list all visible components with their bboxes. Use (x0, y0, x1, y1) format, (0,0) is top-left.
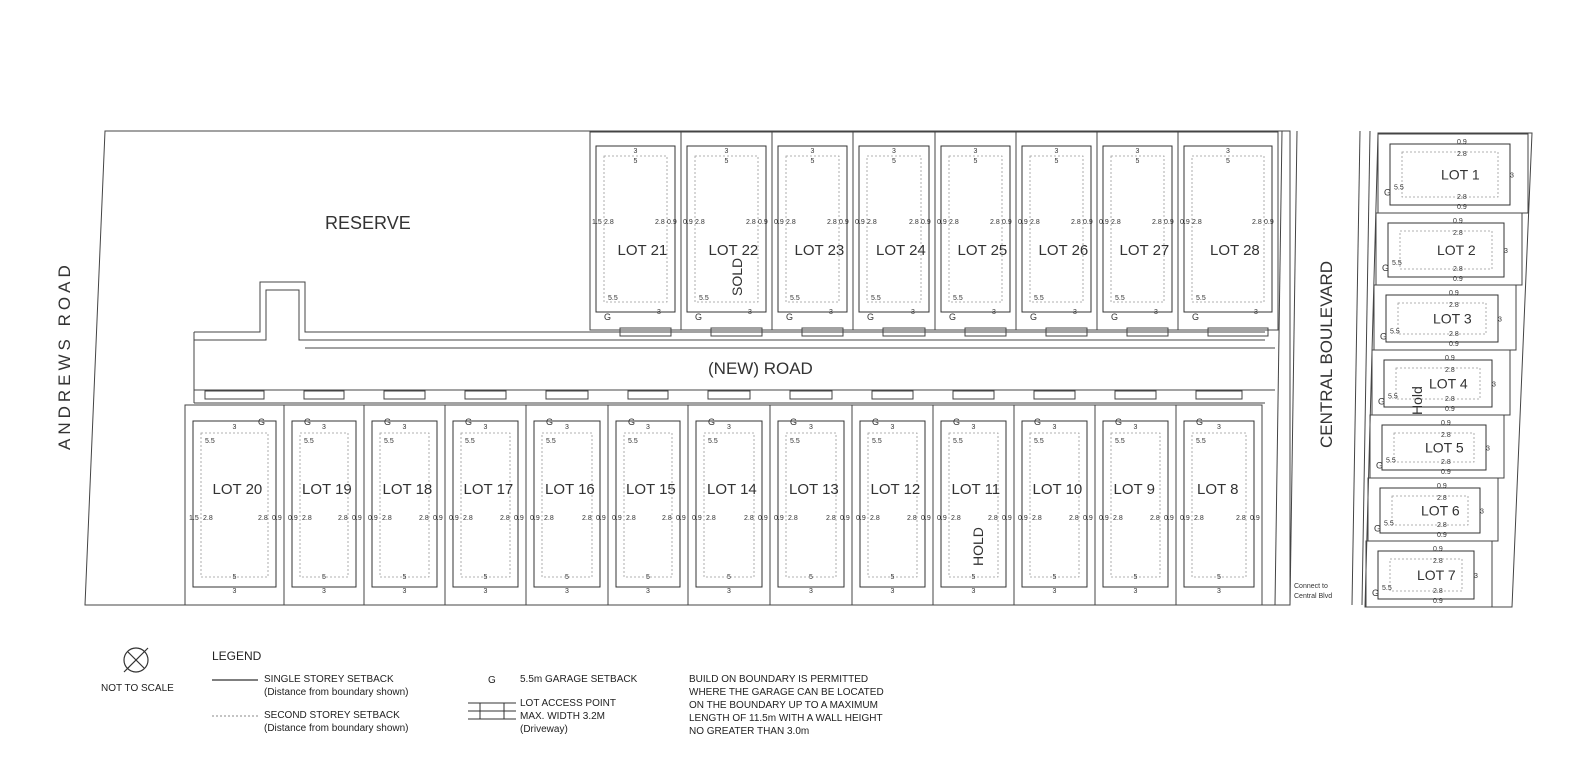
rear-setback: 3 (724, 148, 729, 155)
upper-setback: 2.8 (1437, 522, 1447, 529)
upper-setback: 2.8 (1113, 515, 1123, 522)
upper-setback: 2.8 (1449, 331, 1459, 338)
garage-marker: G (953, 417, 961, 427)
upper-setback: 2.8 (951, 515, 961, 522)
side-setback: 0.9 (855, 219, 865, 226)
lot-label: LOT 15 (626, 481, 676, 498)
central-boulevard-label: CENTRAL BOULEVARD (1317, 260, 1336, 448)
upper-rear-setback: 5 (322, 574, 326, 581)
rear-setback: 3 (1474, 573, 1478, 580)
side-setback: 0.9 (839, 219, 849, 226)
side-setback: 0.9 (368, 515, 378, 522)
lot-label: LOT 13 (789, 481, 839, 498)
upper-setback: 2.8 (1449, 302, 1459, 309)
north-arrow-icon (124, 648, 148, 672)
side-setback: 0.9 (288, 515, 298, 522)
side-setback: 0.9 (937, 219, 947, 226)
upper-setback: 2.8 (382, 515, 392, 522)
front-setback: 5.5 (1384, 520, 1394, 528)
front-rear-setback: 3 (1254, 309, 1258, 316)
side-setback: 0.9 (1180, 219, 1190, 226)
garage-marker: G (708, 417, 716, 427)
upper-setback: 2.8 (582, 515, 592, 522)
front-setback: 5.5 (1034, 438, 1044, 445)
side-setback: 0.9 (758, 219, 768, 226)
upper-rear-setback: 5 (483, 574, 488, 581)
front-setback: 5.5 (205, 438, 215, 445)
bottom-setback: 0.9 (1453, 276, 1463, 283)
upper-setback: 2.8 (988, 515, 998, 522)
lot-label: LOT 19 (302, 481, 352, 498)
garage-marker: G (1030, 312, 1038, 322)
lot-label: LOT 18 (382, 481, 433, 498)
side-setback: 0.9 (1264, 219, 1274, 226)
upper-rear-setback: 5 (809, 574, 813, 581)
garage-marker: G (1378, 396, 1386, 407)
connect-label-1: Connect to (1294, 583, 1328, 590)
upper-rear-setback: 5 (565, 574, 569, 581)
front-rear-setback: 3 (1052, 424, 1057, 431)
rear-setback: 3 (1498, 316, 1502, 324)
top-setback: 0.9 (1457, 139, 1467, 146)
garage-marker: G (465, 417, 473, 427)
upper-setback: 2.8 (1433, 588, 1443, 595)
lot-label: LOT 24 (876, 242, 926, 259)
garage-marker: G (1115, 417, 1123, 427)
lot-label: LOT 10 (1032, 481, 1083, 498)
upper-setback: 2.8 (949, 219, 959, 226)
front-rear-setback: 3 (748, 309, 752, 316)
side-setback: 0.9 (937, 515, 947, 522)
lot-label: LOT 2 (1437, 242, 1476, 258)
upper-setback: 2.8 (826, 515, 836, 522)
lot-label: LOT 26 (1038, 242, 1089, 259)
side-setback: 0.9 (1180, 515, 1190, 522)
front-rear-setback: 3 (1154, 309, 1158, 316)
lot-label: LOT 1 (1441, 166, 1480, 183)
bottom-setback: 0.9 (1441, 469, 1451, 476)
front-rear-setback: 3 (402, 424, 407, 431)
front-setback: 5.5 (304, 438, 314, 445)
side-setback: 0.9 (1083, 515, 1093, 522)
upper-setback: 2.8 (500, 515, 510, 522)
side-setback: 0.9 (596, 515, 606, 522)
upper-setback: 2.8 (1071, 219, 1081, 226)
side-setback: 0.9 (1083, 219, 1093, 226)
front-setback: 5.5 (1388, 393, 1398, 401)
lot-label: LOT 27 (1119, 242, 1170, 259)
front-setback: 5.5 (384, 438, 394, 445)
lot-label: LOT 25 (957, 242, 1008, 259)
garage-marker: G (790, 417, 798, 427)
garage-marker: G (628, 417, 636, 427)
front-rear-setback: 3 (1217, 424, 1221, 431)
upper-setback: 2.8 (695, 219, 705, 226)
lot-label: LOT 8 (1197, 481, 1239, 498)
garage-marker: G (1380, 331, 1388, 342)
upper-setback: 2.8 (1194, 515, 1204, 522)
upper-setback: 2.8 (1457, 151, 1467, 158)
side-setback: 0.9 (1099, 219, 1109, 226)
upper-rear-setback: 5 (1054, 158, 1059, 165)
lot-label: LOT 6 (1421, 502, 1460, 519)
lot-label: LOT 22 (708, 242, 759, 259)
front-setback: 5.5 (871, 295, 881, 302)
rear-setback: 3 (1504, 248, 1508, 255)
side-setback: 1.5 (592, 219, 602, 226)
upper-setback: 2.8 (1032, 515, 1042, 522)
rear-setback: 3 (322, 588, 326, 595)
hold-label-lot-4: Hold (1409, 386, 1425, 415)
upper-setback: 2.8 (1433, 558, 1443, 565)
garage-marker: G (949, 312, 957, 322)
top-setback: 0.9 (1433, 546, 1443, 553)
front-setback: 5.5 (1115, 438, 1125, 445)
garage-marker: G (384, 417, 392, 427)
front-rear-setback: 3 (809, 424, 813, 431)
lot-label: LOT 16 (545, 481, 595, 498)
single-storey-label: SINGLE STOREY SETBACK (264, 674, 394, 685)
access-label-3: (Driveway) (520, 724, 568, 735)
garage-marker: G (546, 417, 554, 427)
garage-marker: G (867, 312, 875, 322)
front-rear-setback: 3 (911, 309, 915, 316)
lot-label: LOT 20 (212, 481, 263, 498)
upper-rear-setback: 5 (973, 158, 978, 165)
upper-setback: 2.8 (544, 515, 554, 522)
rear-setback: 3 (971, 588, 976, 595)
top-setback: 0.9 (1449, 290, 1459, 297)
upper-setback: 2.8 (1192, 219, 1202, 226)
rear-setback: 3 (1226, 148, 1230, 155)
upper-rear-setback: 5 (1217, 574, 1221, 581)
side-setback: 0.9 (667, 219, 677, 226)
upper-setback: 2.8 (990, 219, 1000, 226)
lot-label: LOT 3 (1433, 310, 1472, 327)
upper-setback: 2.8 (203, 515, 213, 522)
upper-setback: 2.8 (626, 515, 636, 522)
upper-setback: 2.8 (1236, 515, 1246, 522)
rear-setback: 3 (810, 148, 815, 155)
side-setback: 0.9 (1002, 219, 1012, 226)
rear-setback: 3 (565, 588, 569, 595)
front-setback: 5.5 (1394, 184, 1404, 192)
upper-setback: 2.8 (258, 515, 268, 522)
rear-setback: 3 (973, 148, 978, 155)
upper-rear-setback: 5 (1133, 574, 1138, 581)
garage-setback-label: 5.5m GARAGE SETBACK (520, 674, 638, 685)
bottom-setback: 0.9 (1449, 341, 1459, 348)
front-setback: 5.5 (790, 295, 800, 302)
upper-rear-setback: 5 (232, 574, 237, 581)
upper-setback: 2.8 (338, 515, 348, 522)
second-storey-label: SECOND STOREY SETBACK (264, 710, 400, 721)
front-setback: 5.5 (1034, 295, 1044, 302)
upper-setback: 2.8 (1441, 459, 1451, 466)
top-setback: 0.9 (1441, 420, 1451, 427)
front-setback: 5.5 (465, 438, 475, 445)
rear-setback: 3 (1486, 445, 1490, 453)
front-setback: 5.5 (699, 295, 709, 302)
side-setback: 0.9 (856, 515, 866, 522)
upper-setback: 2.8 (1111, 219, 1121, 226)
driveway-symbol (468, 703, 516, 719)
upper-setback: 2.8 (870, 515, 880, 522)
upper-setback: 2.8 (1150, 515, 1160, 522)
garage-marker: G (604, 312, 612, 322)
garage-marker: G (1192, 312, 1200, 322)
upper-setback: 2.8 (463, 515, 473, 522)
upper-rear-setback: 5 (810, 158, 815, 165)
garage-marker: G (1376, 460, 1384, 471)
upper-rear-setback: 5 (646, 574, 650, 581)
new-road-label: (NEW) ROAD (708, 359, 813, 378)
upper-setback: 2.8 (788, 515, 798, 522)
access-label-1: LOT ACCESS POINT (520, 698, 616, 709)
bottom-setback: 0.9 (1437, 532, 1447, 539)
upper-rear-setback: 5 (727, 574, 731, 581)
reserve-label: RESERVE (325, 213, 411, 233)
front-setback: 5.5 (1386, 457, 1396, 465)
side-setback: 0.9 (352, 515, 362, 522)
upper-setback: 2.8 (909, 219, 919, 226)
side-setback: 0.9 (1099, 515, 1109, 522)
upper-setback: 2.8 (1457, 194, 1467, 201)
upper-rear-setback: 5 (633, 158, 638, 165)
front-setback: 5.5 (1115, 295, 1125, 302)
upper-setback: 2.8 (655, 219, 665, 226)
upper-rear-setback: 5 (724, 158, 729, 165)
garage-marker: G (786, 312, 794, 322)
upper-setback: 2.8 (604, 219, 614, 226)
lot-label: LOT 17 (463, 481, 514, 498)
side-setback: 0.9 (758, 515, 768, 522)
rear-setback: 3 (892, 148, 896, 155)
legend-title: LEGEND (212, 649, 262, 663)
upper-setback: 2.8 (827, 219, 837, 226)
front-rear-setback: 3 (322, 424, 326, 431)
side-setback: 0.9 (1164, 219, 1174, 226)
garage-marker: G (258, 417, 266, 427)
andrews-road-label: ANDREWS ROAD (55, 261, 74, 450)
upper-setback: 2.8 (1445, 367, 1455, 374)
front-setback: 5.5 (1196, 438, 1206, 445)
garage-symbol: G (488, 675, 496, 686)
front-setback: 5.5 (546, 438, 556, 445)
top-setback: 0.9 (1445, 355, 1455, 362)
front-setback: 5.5 (708, 438, 718, 445)
upper-rear-setback: 5 (1135, 158, 1140, 165)
lot-label: LOT 23 (794, 242, 845, 259)
single-storey-sub: (Distance from boundary shown) (264, 687, 409, 698)
front-setback: 5.5 (1392, 260, 1402, 267)
rear-setback: 3 (1492, 381, 1496, 389)
upper-setback: 2.8 (867, 219, 877, 226)
upper-setback: 2.8 (662, 515, 672, 522)
garage-marker: G (1374, 523, 1382, 534)
lot-label: LOT 7 (1417, 567, 1456, 583)
front-setback: 5.5 (1390, 328, 1400, 336)
front-setback: 5.5 (872, 438, 882, 445)
garage-marker: G (304, 417, 312, 427)
upper-setback: 2.8 (1453, 230, 1463, 237)
front-setback: 5.5 (628, 438, 638, 445)
bottom-setback: 0.9 (1457, 204, 1467, 211)
upper-rear-setback: 5 (890, 574, 895, 581)
side-setback: 0.9 (1250, 515, 1260, 522)
upper-setback: 2.8 (1030, 219, 1040, 226)
hold-label-lot-11: HOLD (970, 527, 986, 566)
upper-setback: 2.8 (786, 219, 796, 226)
lot-label: LOT 28 (1210, 242, 1260, 259)
upper-setback: 2.8 (1437, 495, 1447, 502)
garage-marker: G (1111, 312, 1119, 322)
rear-setback: 3 (483, 588, 488, 595)
side-setback: 0.9 (272, 515, 282, 522)
side-setback: 0.9 (1018, 515, 1028, 522)
front-rear-setback: 3 (829, 309, 833, 316)
upper-rear-setback: 5 (402, 574, 407, 581)
side-setback: 0.9 (774, 219, 784, 226)
second-storey-sub: (Distance from boundary shown) (264, 723, 409, 734)
side-setback: 0.9 (921, 515, 931, 522)
rear-setback: 3 (1052, 588, 1057, 595)
lot-label: LOT 9 (1113, 481, 1155, 498)
rear-setback: 3 (809, 588, 813, 595)
garage-marker: G (1382, 263, 1390, 273)
upper-setback: 2.8 (1252, 219, 1262, 226)
front-rear-setback: 3 (727, 424, 731, 431)
garage-marker: G (1034, 417, 1042, 427)
garage-marker: G (1196, 417, 1204, 427)
lot-label: LOT 14 (707, 481, 757, 498)
rear-setback: 3 (232, 588, 237, 595)
rear-setback: 3 (1480, 508, 1484, 516)
side-setback: 0.9 (530, 515, 540, 522)
side-setback: 0.9 (840, 515, 850, 522)
side-setback: 0.9 (449, 515, 459, 522)
front-setback: 5.5 (953, 438, 963, 445)
boundary-note-4: LENGTH OF 11.5m WITH A WALL HEIGHT (689, 713, 883, 724)
upper-setback: 2.8 (1441, 432, 1451, 439)
bottom-setback: 0.9 (1445, 406, 1455, 413)
side-setback: 0.9 (1018, 219, 1028, 226)
upper-setback: 2.8 (419, 515, 429, 522)
upper-setback: 2.8 (746, 219, 756, 226)
front-setback: 5.5 (1382, 585, 1392, 592)
not-to-scale-label: NOT TO SCALE (101, 683, 174, 694)
garage-marker: G (1372, 588, 1380, 598)
boundary-note-2: WHERE THE GARAGE CAN BE LOCATED (689, 687, 884, 698)
side-setback: 0.9 (1164, 515, 1174, 522)
upper-rear-setback: 5 (892, 158, 896, 165)
rear-setback: 3 (402, 588, 407, 595)
lot-label: LOT 4 (1429, 375, 1468, 392)
rear-setback: 3 (1133, 588, 1138, 595)
lot-label: LOT 5 (1425, 439, 1464, 456)
boundary-note-5: NO GREATER THAN 3.0m (689, 726, 810, 737)
front-rear-setback: 3 (992, 309, 996, 316)
rear-setback: 3 (1135, 148, 1140, 155)
side-setback: 0.9 (1002, 515, 1012, 522)
front-rear-setback: 3 (646, 424, 650, 431)
front-rear-setback: 3 (890, 424, 895, 431)
rear-setback: 3 (1054, 148, 1059, 155)
rear-setback: 3 (1217, 588, 1221, 595)
garage-marker: G (1384, 187, 1392, 198)
upper-rear-setback: 5 (1226, 158, 1230, 165)
rear-setback: 3 (633, 148, 638, 155)
rear-setback: 3 (727, 588, 731, 595)
access-label-2: MAX. WIDTH 3.2M (520, 711, 606, 722)
upper-setback: 2.8 (1069, 515, 1079, 522)
upper-setback: 2.8 (1445, 396, 1455, 403)
upper-setback: 2.8 (302, 515, 312, 522)
side-setback: 0.9 (433, 515, 443, 522)
side-setback: 1.5 (189, 515, 199, 522)
side-setback: 0.9 (692, 515, 702, 522)
sold-label: SOLD (729, 257, 745, 296)
top-setback: 0.9 (1453, 218, 1463, 225)
front-rear-setback: 3 (971, 424, 976, 431)
lot-label: LOT 21 (617, 242, 668, 259)
upper-rear-setback: 5 (971, 574, 976, 581)
rear-setback: 3 (890, 588, 895, 595)
connect-label-2: Central Blvd (1294, 593, 1333, 600)
front-rear-setback: 3 (1133, 424, 1138, 431)
front-setback: 5.5 (608, 295, 618, 302)
side-setback: 0.9 (612, 515, 622, 522)
upper-setback: 2.8 (1152, 219, 1162, 226)
top-setback: 0.9 (1437, 483, 1447, 490)
front-rear-setback: 3 (657, 309, 661, 316)
rear-setback: 3 (1510, 172, 1514, 180)
bottom-setback: 0.9 (1433, 598, 1443, 605)
upper-rear-setback: 5 (1052, 574, 1057, 581)
side-setback: 0.9 (774, 515, 784, 522)
side-setback: 0.9 (921, 219, 931, 226)
lot-label: LOT 12 (870, 481, 921, 498)
garage-marker: G (695, 312, 703, 322)
front-setback: 5.5 (790, 438, 800, 445)
upper-setback: 2.8 (1453, 266, 1463, 273)
front-rear-setback: 3 (483, 424, 488, 431)
garage-marker: G (872, 417, 880, 427)
upper-setback: 2.8 (744, 515, 754, 522)
boundary-note-3: ON THE BOUNDARY UP TO A MAXIMUM (689, 700, 878, 711)
rear-setback: 3 (646, 588, 650, 595)
upper-setback: 2.8 (907, 515, 917, 522)
front-rear-setback: 3 (232, 424, 237, 431)
front-rear-setback: 3 (565, 424, 569, 431)
front-setback: 5.5 (953, 295, 963, 302)
side-setback: 0.9 (514, 515, 524, 522)
side-setback: 0.9 (676, 515, 686, 522)
boundary-note-1: BUILD ON BOUNDARY IS PERMITTED (689, 674, 869, 685)
front-rear-setback: 3 (1073, 309, 1077, 316)
lot-label: LOT 11 (951, 481, 1001, 498)
side-setback: 0.9 (683, 219, 693, 226)
upper-setback: 2.8 (706, 515, 716, 522)
front-setback: 5.5 (1196, 295, 1206, 302)
